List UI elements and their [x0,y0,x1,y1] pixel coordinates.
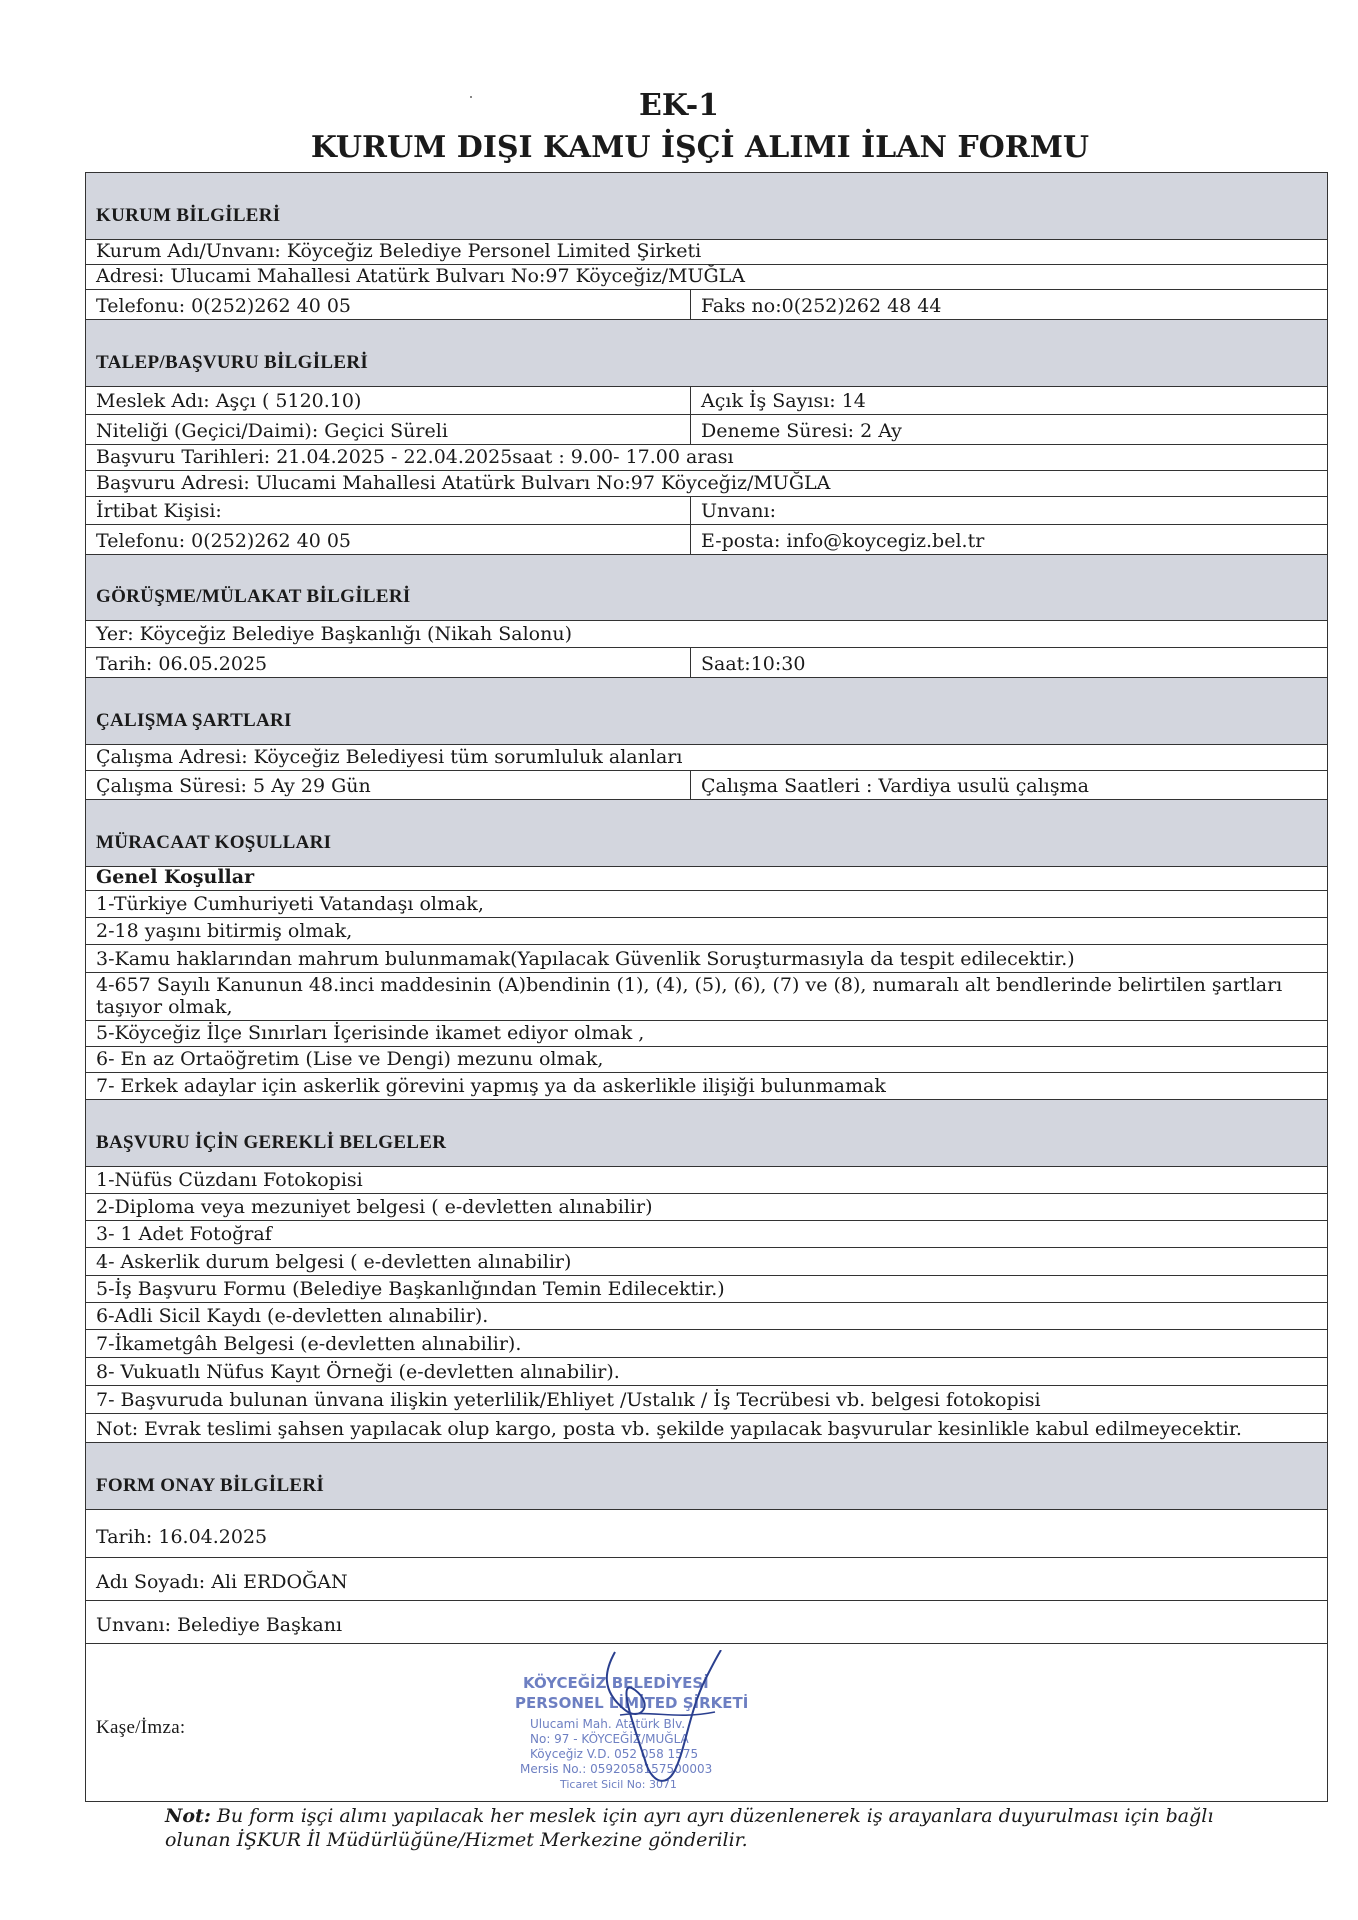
belge-text: 3- 1 Adet Fotoğraf [96,1223,272,1246]
kosul-text: 3-Kamu haklarından mahrum bulunmamak(Yapılacak Güvenlik Soruşturmasıyla da tespit edilecektir.) [96,948,1075,971]
kosul-text: 7- Erkek adaylar için askerlik görevini yapmış ya da askerlikle ilişiği bulunmamak [96,1075,886,1098]
section-heading: BAŞVURU İÇİN GEREKLİ BELGELER [96,1132,447,1154]
footnote [165,1805,1245,1853]
kosul-item [86,1021,1327,1047]
onay-unvan: Unvanı: Belediye Başkanı [96,1614,343,1637]
belge-item [86,1358,1327,1386]
onay-adi-soyadi: Adı Soyadı: Ali ERDOĞAN [96,1571,348,1594]
gorusme-saat: Saat:10:30 [701,653,806,676]
talep-irtibat-row [86,497,1327,525]
belge-item [86,1167,1327,1194]
belge-note-row [86,1414,1327,1443]
gorusme-yer-row [86,621,1327,648]
section-muracaat-header [86,800,1327,867]
talep-meslek-row [86,387,1327,415]
acik-is-sayisi: Açık İş Sayısı: 14 [701,390,866,413]
kurum-telefon: Telefonu: 0(252)262 40 05 [96,295,352,318]
belge-item [86,1303,1327,1330]
stamp-line: KÖYCEĞİZ BELEDİYESİ [523,1674,709,1692]
belge-text: 5-İş Başvuru Formu (Belediye Başkanlığından Temin Edilecektir.) [96,1278,725,1301]
talep-tarihler-row [86,445,1327,471]
talep-nitelik-row [86,415,1327,445]
kosul-text: 4-657 Sayılı Kanunun 48.inci maddesinin (A)bendinin (1), (4), (5), (6), (7) ve (8), numaralı alt bendlerinde belirtilen şartları taşıyor olmak, [96,974,1283,1019]
onay-unvan-row [86,1601,1327,1644]
irtibat-unvani: Unvanı: [701,500,777,523]
calisma-adresi: Çalışma Adresi: Köyceğiz Belediyesi tüm sorumluluk alanları [96,746,683,769]
section-heading: FORM ONAY BİLGİLERİ [96,1475,325,1497]
genel-kosullar-row [86,867,1327,891]
kurum-faks: Faks no:0(252)262 48 44 [701,295,942,318]
belge-item [86,1276,1327,1303]
onay-tarih: Tarih: 16.04.2025 [96,1526,268,1549]
kosul-item [86,1047,1327,1073]
company-stamp [515,1650,815,1800]
niteligi: Niteliği (Geçici/Daimi): Geçici Süreli [96,420,448,443]
stamp-line: No: 97 - KÖYCEĞİZ/MUĞLA [530,1732,689,1746]
section-heading: KURUM BİLGİLERİ [96,205,281,227]
kosul-text: 6- En az Ortaöğretim (Lise ve Dengi) mezunu olmak, [96,1048,604,1071]
stamp-line: Mersis No.: 0592058157500003 [520,1762,713,1776]
meslek-adi: Meslek Adı: Aşçı ( 5120.10) [96,390,362,413]
calisma-adres-row [86,745,1327,771]
gorusme-tarih-row [86,648,1327,678]
belge-item [86,1330,1327,1358]
onay-tarih-row [86,1510,1327,1558]
kurum-adi: Kurum Adı/Unvanı: Köyceğiz Belediye Personel Limited Şirketi [96,240,702,263]
belge-text: 7- Başvuruda bulunan ünvana ilişkin yeterlilik/Ehliyet /Ustalık / İş Tecrübesi vb. belgesi fotokopisi [96,1389,1041,1412]
section-heading: MÜRACAAT KOŞULLARI [96,832,332,854]
gorusme-yer: Yer: Köyceğiz Belediye Başkanlığı (Nikah Salonu) [96,623,573,646]
kosul-item [86,1073,1327,1100]
calisma-saatleri: Çalışma Saatleri : Vardiya usulü çalışma [701,775,1089,798]
basvuru-tarihleri: Başvuru Tarihleri: 21.04.2025 - 22.04.2025saat : 9.00- 17.00 arası [96,446,734,469]
belge-text: 2-Diploma veya mezuniyet belgesi ( e-devletten alınabilir) [96,1196,653,1219]
section-calisma-header [86,678,1327,745]
form-title: KURUM DIŞI KAMU İŞÇİ ALIMI İLAN FORMU [310,130,1090,165]
footnote-text: Bu form işçi alımı yapılacak her meslek için ayrı ayrı düzenlenerek iş arayanlara duyurulması için bağlı olunan İŞKUR İl Müdürlüğüne/Hizmet Merkezine gönderilir. [165,1805,1214,1851]
belge-item [86,1386,1327,1414]
deneme-suresi: Deneme Süresi: 2 Ay [701,420,902,443]
section-heading: TALEP/BAŞVURU BİLGİLERİ [96,352,369,374]
section-heading: GÖRÜŞME/MÜLAKAT BİLGİLERİ [96,586,411,608]
genel-kosullar-heading: Genel Koşullar [96,866,255,889]
kosul-item [86,973,1327,1021]
stamp-line: Ulucami Mah. Atatürk Blv. [530,1717,686,1731]
talep-telefon: Telefonu: 0(252)262 40 05 [96,530,352,553]
stamp-line: Köyceğiz V.D. 052 058 1575 [530,1747,699,1761]
gorusme-tarih: Tarih: 06.05.2025 [96,653,268,676]
kurum-adi-row [86,240,1327,265]
section-heading: ÇALIŞMA ŞARTLARI [96,710,292,732]
irtibat-kisisi: İrtibat Kişisi: [96,500,222,523]
kosul-item [86,945,1327,973]
belge-text: 4- Askerlik durum belgesi ( e-devletten alınabilir) [96,1251,572,1274]
stamp-lines [515,1673,748,1791]
belge-text: 1-Nüfüs Cüzdanı Fotokopisi [96,1169,363,1192]
belge-note-text: Not: Evrak teslimi şahsen yapılacak olup kargo, posta vb. şekilde yapılacak başvurular kesinlikle kabul edilmeyecektir. [96,1418,1242,1441]
belge-item [86,1194,1327,1221]
onay-adi-row [86,1558,1327,1601]
section-talep-header [86,320,1327,387]
stamp-line: PERSONEL LİMİTED ŞİRKETİ [515,1694,749,1712]
kosul-text: 1-Türkiye Cumhuriyeti Vatandaşı olmak, [96,893,484,916]
footnote-label: Not: [165,1805,211,1827]
kurum-adres-row [86,265,1327,290]
talep-adres-row [86,471,1327,497]
form-code: EK-1 [638,88,720,123]
section-kurum-header [86,173,1327,240]
stamp-line: Ticaret Sicil No: 3071 [560,1778,677,1791]
kosul-text: 2-18 yaşını bitirmiş olmak, [96,920,353,943]
talep-eposta: E-posta: info@koycegiz.bel.tr [701,530,985,553]
calisma-suresi: Çalışma Süresi: 5 Ay 29 Gün [96,775,371,798]
section-belgeler-header [86,1100,1327,1167]
talep-iletisim-row [86,525,1327,555]
section-onay-header [86,1443,1327,1510]
basvuru-adresi: Başvuru Adresi: Ulucami Mahallesi Atatürk Bulvarı No:97 Köyceğiz/MUĞLA [96,472,831,495]
kosul-item [86,891,1327,918]
kurum-iletisim-row [86,290,1327,320]
belge-item [86,1248,1327,1276]
kosul-text: 5-Köyceğiz İlçe Sınırları İçerisinde ikamet ediyor olmak , [96,1022,645,1045]
ilan-form-table [85,172,1328,1802]
section-gorusme-header [86,555,1327,621]
kosul-item [86,918,1327,945]
belge-text: 6-Adli Sicil Kaydı (e-devletten alınabilir). [96,1305,489,1328]
calisma-sure-row [86,771,1327,800]
belge-text: 8- Vukuatlı Nüfus Kayıt Örneği (e-devletten alınabilir). [96,1361,620,1384]
onay-kase-imza: Kaşe/İmza: [96,1717,186,1739]
belge-text: 7-İkametgâh Belgesi (e-devletten alınabilir). [96,1333,522,1356]
kurum-adres: Adresi: Ulucami Mahallesi Atatürk Bulvarı No:97 Köyceğiz/MUĞLA [96,265,745,288]
belge-item [86,1221,1327,1248]
